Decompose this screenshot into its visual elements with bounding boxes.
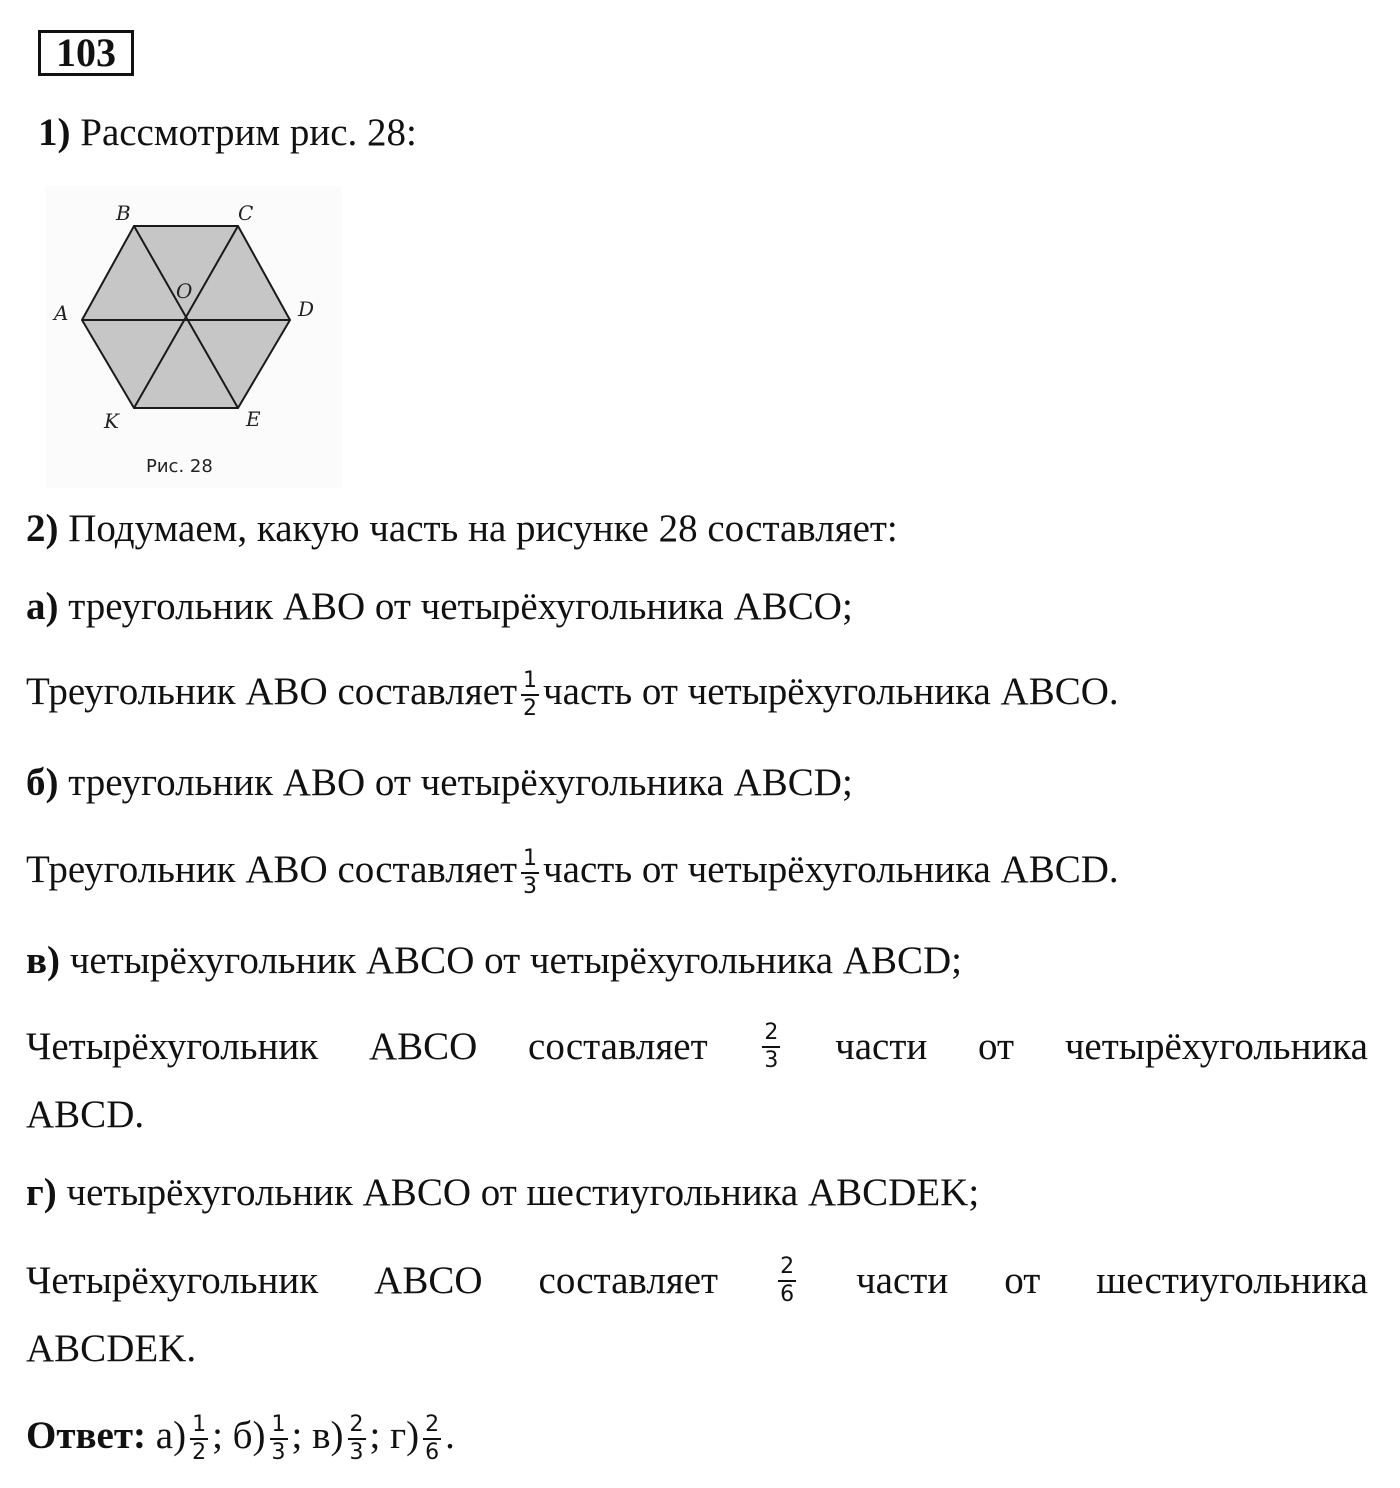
fraction-numerator: 1 xyxy=(192,1412,207,1437)
fraction-numerator: 1 xyxy=(271,1412,286,1437)
word: части xyxy=(856,1259,949,1302)
fraction-numerator: 1 xyxy=(523,846,538,871)
item-v-answer xyxy=(26,1020,1368,1074)
answer-fraction-g xyxy=(423,1412,441,1466)
fraction-denominator: 2 xyxy=(523,696,538,721)
task-number: 103 xyxy=(38,30,134,76)
fraction-denominator: 6 xyxy=(780,1282,795,1307)
vertex-label-b: B xyxy=(116,201,131,225)
answer-fraction-b xyxy=(270,1412,288,1466)
answer-marker: в) xyxy=(312,1413,344,1457)
word: ABCO xyxy=(368,1025,478,1068)
fraction-numerator: 1 xyxy=(523,668,538,693)
item-g-answer-tail: ABCDEK. xyxy=(26,1327,197,1370)
item-v-fraction xyxy=(762,1020,780,1074)
separator: ; xyxy=(369,1413,381,1457)
word: Четырёхугольник xyxy=(26,1025,319,1068)
item-g-marker: г) xyxy=(26,1171,57,1214)
item-g-answer xyxy=(26,1254,1368,1308)
word: составляет xyxy=(538,1259,719,1302)
vertex-label-a: A xyxy=(54,301,69,325)
word: четырёхугольника xyxy=(1064,1025,1368,1068)
item-a-answer xyxy=(26,668,1119,722)
item-g-question xyxy=(26,1170,979,1216)
step-1-text: Рассмотрим рис. 28: xyxy=(80,111,417,154)
vertex-label-c: C xyxy=(238,201,254,225)
fraction-denominator: 3 xyxy=(349,1440,364,1465)
item-b-question-text: треугольник ABO от четырёхугольника ABCD; xyxy=(68,761,853,804)
word: Четырёхугольник xyxy=(26,1259,319,1302)
item-v-answer-tail: ABCD. xyxy=(26,1093,145,1136)
vertex-label-e: E xyxy=(246,407,261,431)
answer-label: Ответ: xyxy=(26,1413,147,1457)
item-a-question xyxy=(26,584,853,630)
hexagon-diagram xyxy=(46,186,342,488)
word: от xyxy=(978,1025,1015,1068)
word: части xyxy=(835,1025,928,1068)
word: ABCO xyxy=(374,1259,483,1302)
step-2-text: Подумаем, какую часть на рисунке 28 составляет: xyxy=(68,507,898,550)
fraction-numerator: 2 xyxy=(780,1254,795,1279)
item-v-question xyxy=(26,938,962,984)
item-b-answer-pre: Треугольник ABO составляет xyxy=(26,847,518,891)
step-2 xyxy=(26,506,898,552)
item-b-answer xyxy=(26,846,1119,900)
item-v-question-text: четырёхугольник ABCO от четырёхугольника ABCD; xyxy=(69,939,962,982)
word: составляет xyxy=(528,1025,708,1068)
step-1 xyxy=(38,110,417,156)
fraction-numerator: 2 xyxy=(349,1412,364,1437)
item-b-question xyxy=(26,760,853,806)
fraction-denominator: 3 xyxy=(764,1048,779,1073)
answer-marker: б) xyxy=(232,1413,266,1457)
answer-marker: а) xyxy=(155,1413,187,1457)
item-b-fraction xyxy=(521,846,539,900)
item-b-marker: б) xyxy=(26,761,59,804)
fraction-denominator: 3 xyxy=(271,1440,286,1465)
vertex-label-k: K xyxy=(104,409,119,433)
answer-fraction-a xyxy=(190,1412,208,1466)
step-2-number: 2) xyxy=(26,507,59,550)
item-a-marker: а) xyxy=(26,585,59,628)
fraction-denominator: 3 xyxy=(523,874,538,899)
separator: ; xyxy=(291,1413,303,1457)
item-v-marker: в) xyxy=(26,939,61,982)
word: от xyxy=(1004,1259,1041,1302)
final-answer xyxy=(26,1412,455,1466)
item-a-answer-post: часть от четырёхугольника ABCO. xyxy=(543,669,1119,713)
vertex-label-o: O xyxy=(176,279,193,303)
figure-caption: Рис. 28 xyxy=(146,456,213,477)
item-g-fraction xyxy=(778,1254,796,1308)
separator: ; xyxy=(212,1413,223,1457)
step-1-number: 1) xyxy=(38,111,71,154)
item-g-question-text: четырёхугольник ABCO от шестиугольника ABCDEK; xyxy=(66,1171,980,1214)
word: шестиугольника xyxy=(1096,1259,1368,1302)
vertex-label-d: D xyxy=(298,297,315,321)
item-b-answer-post: часть от четырёхугольника ABCD. xyxy=(543,847,1119,891)
separator: . xyxy=(445,1413,455,1457)
fraction-numerator: 2 xyxy=(764,1020,779,1045)
fraction-numerator: 2 xyxy=(425,1412,440,1437)
answer-marker: г) xyxy=(390,1413,420,1457)
item-a-answer-pre: Треугольник ABO составляет xyxy=(26,669,518,713)
fraction-denominator: 2 xyxy=(192,1440,207,1465)
answer-fraction-v xyxy=(348,1412,366,1466)
figure-28 xyxy=(46,186,342,488)
item-a-fraction xyxy=(521,668,539,722)
fraction-denominator: 6 xyxy=(425,1440,440,1465)
item-a-question-text: треугольник ABO от четырёхугольника ABCO; xyxy=(68,585,853,628)
